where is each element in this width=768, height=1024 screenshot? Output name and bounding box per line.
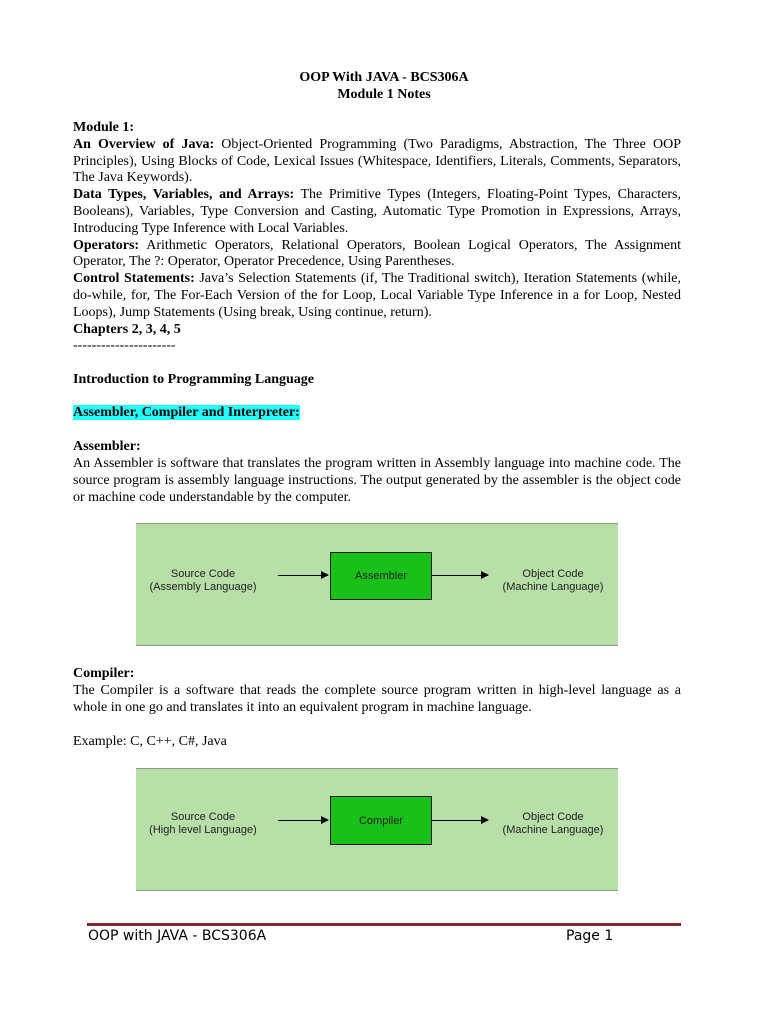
operators-paragraph — [73, 238, 681, 272]
footer-page-number: Page 1 — [566, 928, 614, 944]
footer-rule — [87, 923, 681, 926]
footer-course: OOP with JAVA - BCS306A — [88, 928, 267, 944]
compiler-input-arrow — [278, 820, 328, 821]
compiler-source-label — [136, 811, 270, 837]
overview-text: Object-Oriented Programming (Two Paradigms, Abstraction, The Three OOP Principles), Using Blocks of Code, Lexical Issues (Whitespace, Identifiers, Literals, Comments, Separators, The Java Keywords). — [73, 136, 681, 186]
intro-heading: Introduction to Programming Language — [73, 372, 314, 387]
assembler-box: Assembler — [330, 552, 432, 600]
compiler-box: Compiler — [330, 796, 432, 845]
compiler-output-line2: (Machine Language) — [502, 824, 604, 836]
assembler-source-line2: (Assembly Language) — [149, 581, 257, 593]
assembler-diagram — [136, 523, 618, 646]
section-heading: Assembler, Compiler and Interpreter: — [73, 405, 300, 420]
control-paragraph — [73, 271, 681, 321]
assembler-output-line2: (Machine Language) — [502, 581, 604, 593]
overview-label: An Overview of Java: — [73, 136, 215, 152]
compiler-example: Example: C, C++, C#, Java — [73, 734, 227, 749]
datatypes-text: The Primitive Types (Integers, Floating-Point Types, Characters, Booleans), Variables, Type Conversion and Casting, Automatic Type Promotion in Expressions, Arrays, Introducing Type Inference with Local Variables. — [73, 187, 681, 236]
compiler-source-line2: (High level Language) — [149, 824, 257, 836]
assembler-output-label — [488, 568, 618, 594]
operators-label: Operators: — [73, 237, 140, 253]
assembler-heading: Assembler: — [73, 439, 141, 454]
syllabus-section — [73, 120, 681, 355]
document-title: OOP With JAVA - BCS306A — [299, 70, 469, 85]
assembler-source-line1: Source Code — [170, 568, 236, 580]
compiler-heading: Compiler: — [73, 666, 135, 681]
separator-line: ---------------------- — [73, 338, 176, 354]
compiler-output-line1: Object Code — [522, 811, 584, 823]
control-text: Java’s Selection Statements (if, The Traditional switch), Iteration Statements (while, do-while, for, The For-Each Version of the for Loop, Local Variable Type Inference in a for Loop, Nested Loops), Jump Statements (Using break, Using continue, return). — [73, 271, 681, 320]
assembler-output-arrow — [432, 575, 488, 576]
document-subtitle: Module 1 Notes — [337, 87, 431, 102]
assembler-input-arrow — [278, 575, 328, 576]
datatypes-label: Data Types, Variables, and Arrays: — [73, 187, 295, 203]
compiler-source-line1: Source Code — [170, 811, 236, 823]
compiler-paragraph: The Compiler is a software that reads the complete source program written in high-level language as a whole in one go and translates it into an equivalent program in machine language. — [73, 683, 681, 715]
assembler-output-line1: Object Code — [522, 568, 584, 580]
module-heading: Module 1: — [73, 120, 135, 135]
overview-paragraph — [73, 137, 681, 187]
operators-text: Arithmetic Operators, Relational Operators, Boolean Logical Operators, The Assignment Operator, The ?: Operator, Operator Precedence, Using Parentheses. — [73, 237, 681, 270]
control-label: Control Statements: — [73, 271, 195, 287]
assembler-source-label — [136, 568, 270, 594]
compiler-output-arrow — [432, 820, 488, 821]
assembler-paragraph: An Assembler is software that translates the program written in Assembly language into machine code. The source program is assembly language instructions. The output generated by the assembler is the object code or machine code understandable by the computer. — [73, 456, 681, 505]
datatypes-paragraph — [73, 187, 681, 237]
section-heading-row — [73, 405, 681, 422]
chapters-line: Chapters 2, 3, 4, 5 — [73, 321, 181, 337]
compiler-diagram — [136, 768, 618, 891]
compiler-output-label — [488, 811, 618, 837]
